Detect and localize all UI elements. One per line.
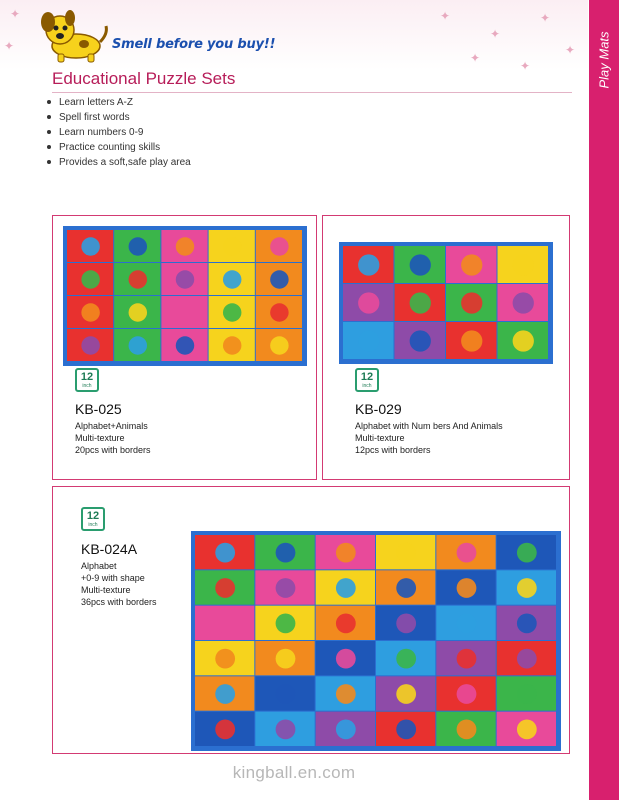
mat-tile-shape xyxy=(276,543,296,563)
mat-tile-shape xyxy=(410,254,431,275)
mat-tile-shape xyxy=(517,613,537,633)
size-unit: inch xyxy=(88,522,98,528)
puzzle-mat-image xyxy=(63,226,307,366)
mat-tile-shape xyxy=(276,578,296,598)
mat-tile-shape xyxy=(276,649,296,669)
product-card-kb024a xyxy=(52,486,570,754)
mat-tile-shape xyxy=(129,237,147,255)
description-line: Multi-texture xyxy=(75,433,125,443)
mat-tile-shape xyxy=(176,336,194,354)
mat-tile-shape xyxy=(457,719,477,739)
feature-item: Learn numbers 0-9 xyxy=(45,125,191,140)
mat-tile-shape xyxy=(396,649,416,669)
size-badge xyxy=(81,507,105,531)
slogan: Smell before you buy!! xyxy=(112,37,276,52)
product-code: KB-025 xyxy=(75,401,122,417)
mat-tile-shape xyxy=(336,613,356,633)
mat-tile-shape xyxy=(396,684,416,704)
mat-tile-shape xyxy=(215,543,235,563)
description-line: 12pcs with borders xyxy=(355,445,431,455)
section-title: Educational Puzzle Sets xyxy=(52,69,236,88)
size-unit: inch xyxy=(362,383,372,389)
mat-tile-shape xyxy=(457,578,477,598)
puzzle-mat-image xyxy=(191,531,561,751)
mat-tile-shape xyxy=(396,613,416,633)
mat-tile-shape xyxy=(461,330,482,351)
mat-tile-shape xyxy=(358,330,379,351)
mat-tile-shape xyxy=(336,684,356,704)
mat-tile-shape xyxy=(461,254,482,275)
mat-tile-shape xyxy=(517,543,537,563)
puzzle-mat-image xyxy=(339,242,553,364)
mat-tile-shape xyxy=(215,578,235,598)
size-unit: inch xyxy=(82,383,92,389)
mat-tile-shape xyxy=(223,336,241,354)
mat-tile-shape xyxy=(457,543,477,563)
mat-tile-shape xyxy=(81,270,99,288)
mat-tile-shape xyxy=(270,336,288,354)
description-line: Alphabet xyxy=(81,561,117,571)
mat-tile-shape xyxy=(513,254,534,275)
mat-tile-shape xyxy=(396,543,416,563)
description-line: +0-9 with shape xyxy=(81,573,145,583)
mat-tile-shape xyxy=(457,649,477,669)
mat-tile-shape xyxy=(396,578,416,598)
mat-tile-shape xyxy=(223,270,241,288)
side-tab xyxy=(589,0,619,800)
mat-tile-shape xyxy=(215,613,235,633)
mat-tile-shape xyxy=(457,684,477,704)
mat-tile-shape xyxy=(276,613,296,633)
mat-tile-shape xyxy=(336,649,356,669)
mat-tile-shape xyxy=(336,719,356,739)
star-icon: ✦ xyxy=(4,39,15,53)
title-divider xyxy=(52,92,572,93)
puppy-logo-icon xyxy=(30,6,110,64)
mat-tile-shape xyxy=(517,578,537,598)
mat-tile-shape xyxy=(223,303,241,321)
mat-tile-shape xyxy=(358,292,379,313)
side-tab-label: Play Mats xyxy=(596,31,612,89)
star-icon: ✦ xyxy=(520,59,531,73)
mat-tile-shape xyxy=(457,613,477,633)
mat-tile-shape xyxy=(215,649,235,669)
description-line: 36pcs with borders xyxy=(81,597,157,607)
mat-tile-shape xyxy=(215,684,235,704)
description-line: 20pcs with borders xyxy=(75,445,151,455)
mat-tile-shape xyxy=(81,237,99,255)
mat-tile-shape xyxy=(270,237,288,255)
mat-tile-shape xyxy=(215,719,235,739)
product-description xyxy=(75,420,151,456)
feature-list xyxy=(45,95,191,170)
mat-tile-shape xyxy=(176,270,194,288)
feature-item: Practice counting skills xyxy=(45,140,191,155)
mat-tile-shape xyxy=(336,543,356,563)
mat-tile-shape xyxy=(81,303,99,321)
product-description xyxy=(81,560,157,608)
product-card-kb025 xyxy=(52,215,317,480)
feature-item: Provides a soft,safe play area xyxy=(45,155,191,170)
feature-item: Learn letters A-Z xyxy=(45,95,191,110)
star-icon: ✦ xyxy=(490,27,501,41)
star-icon: ✦ xyxy=(440,9,451,23)
star-icon: ✦ xyxy=(565,43,576,57)
product-description xyxy=(355,420,503,456)
mat-tile-shape xyxy=(129,270,147,288)
product-card-kb029 xyxy=(322,215,570,480)
mat-tile-shape xyxy=(517,649,537,669)
description-line: Multi-texture xyxy=(81,585,131,595)
mat-tile-shape xyxy=(176,237,194,255)
mat-tile-shape xyxy=(336,578,356,598)
description-line: Alphabet+Animals xyxy=(75,421,148,431)
star-icon: ✦ xyxy=(470,51,481,65)
size-badge xyxy=(75,368,99,392)
mat-tile-shape xyxy=(129,336,147,354)
mat-tile-shape xyxy=(410,330,431,351)
mat-tile-shape xyxy=(461,292,482,313)
feature-item: Spell first words xyxy=(45,110,191,125)
mat-tile-shape xyxy=(270,303,288,321)
mat-tile-shape xyxy=(396,719,416,739)
mat-tile-shape xyxy=(276,719,296,739)
star-icon: ✦ xyxy=(10,7,21,21)
mat-tile-shape xyxy=(513,292,534,313)
size-number: 12 xyxy=(86,510,100,522)
product-code: KB-029 xyxy=(355,401,402,417)
size-badge xyxy=(355,368,379,392)
description-line: Multi-texture xyxy=(355,433,405,443)
mat-tile-shape xyxy=(270,270,288,288)
mat-tile-shape xyxy=(276,684,296,704)
mat-tile-shape xyxy=(517,684,537,704)
mat-tile-shape xyxy=(223,237,241,255)
size-number: 12 xyxy=(80,371,94,383)
product-code: KB-024A xyxy=(81,541,138,557)
size-number: 12 xyxy=(360,371,374,383)
description-line: Alphabet with Num bers And Animals xyxy=(355,421,503,431)
mat-tile-shape xyxy=(410,292,431,313)
star-icon: ✦ xyxy=(540,11,551,25)
website-watermark: kingball.en.com xyxy=(232,763,356,782)
mat-tile-shape xyxy=(176,303,194,321)
mat-tile-shape xyxy=(81,336,99,354)
mat-tile-shape xyxy=(129,303,147,321)
mat-tile-shape xyxy=(358,254,379,275)
mat-tile-shape xyxy=(517,719,537,739)
mat-tile-shape xyxy=(513,330,534,351)
